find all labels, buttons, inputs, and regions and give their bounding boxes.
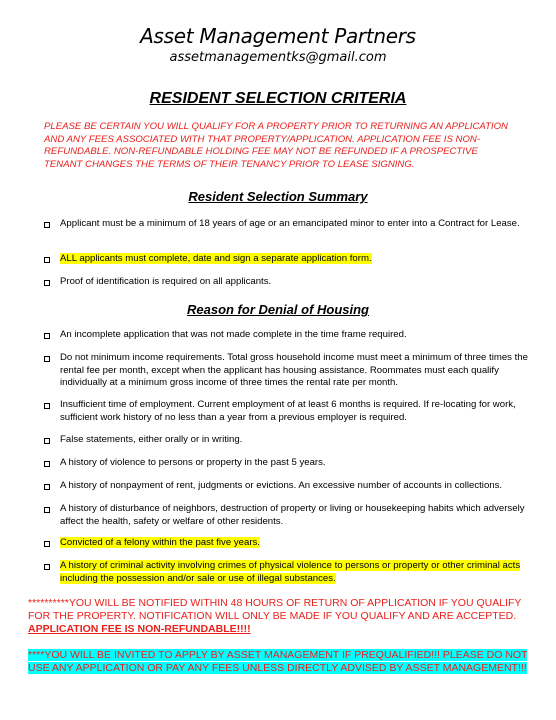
list-item xyxy=(44,537,534,550)
list-item-text: A history of disturbance of neighbors, destruction of property or living or housekeeping habits which adversely affect the health, safety or welfare of other residents. xyxy=(60,503,525,527)
list-item xyxy=(44,434,534,447)
bullet-icon xyxy=(44,484,50,490)
invitation-text: ****YOU WILL BE INVITED TO APPLY BY ASSET MANAGEMENT IF PREQUALIFIED!!! PLEASE DO NOT USE ANY APPLICATION OR PAY ANY FEES UNLESS DIRECTLY ADVISED BY ASSET MANAGEMENT!!! xyxy=(28,649,528,674)
list-item-text xyxy=(60,253,530,266)
list-item-text: An incomplete application that was not made complete in the time frame required. xyxy=(60,329,407,340)
list-item-text: Insufficient time of employment. Current employment of at least 6 months is required. If re-locating for work, sufficient work history of no less than a year from a previous employer is required. xyxy=(60,399,516,423)
page-title: RESIDENT SELECTION CRITERIA xyxy=(149,90,407,107)
notification-notice xyxy=(28,597,528,635)
list-item xyxy=(44,399,534,424)
warning-paragraph: PLEASE BE CERTAIN YOU WILL QUALIFY FOR A PROPERTY PRIOR TO RETURNING AN APPLICATION AND ANY FEES ASSOCIATED WITH THAT PROPERTY/APPLICATION. APPLICATION FEE IS NON-REFUNDABLE. NON-REFUNDABLE HOLDING FEE MAY NOT BE REFUNDED IF A PROSPECTIVE TENANT CHANGES THE TERMS OF THEIR TENANCY PRIOR TO LEASE SIGNING. xyxy=(44,121,508,170)
company-name: Asset Management Partners xyxy=(140,24,416,48)
highlighted-text: Convicted of a felony within the past five years. xyxy=(60,537,260,548)
bullet-icon xyxy=(44,564,50,570)
bullet-icon xyxy=(44,333,50,339)
list-item-text: Applicant must be a minimum of 18 years of age or an emancipated minor to enter into a Contract for Lease. xyxy=(60,218,520,229)
bullet-icon xyxy=(44,507,50,513)
bullet-icon xyxy=(44,403,50,409)
company-email: assetmanagementks@gmail.com xyxy=(169,50,387,65)
list-item xyxy=(44,253,534,266)
summary-heading: Resident Selection Summary xyxy=(188,189,368,204)
list-item-text: Do not minimum income requirements. Total gross household income must meet a minimum of three times the rental fee per month, except when the applicant has housing assistance. Roommates must each qualify individually at a minimum gross income of three times the rental rate per month. xyxy=(60,352,528,388)
list-item xyxy=(44,480,534,493)
fee-warning: APPLICATION FEE IS NON-REFUNDABLE!!!! xyxy=(28,622,251,635)
list-item xyxy=(44,218,534,231)
list-item xyxy=(44,503,534,528)
list-item xyxy=(44,560,534,585)
list-item xyxy=(44,329,534,342)
bullet-icon xyxy=(44,280,50,286)
list-item xyxy=(44,276,534,289)
bullet-icon xyxy=(44,438,50,444)
list-item-text: False statements, either orally or in writing. xyxy=(60,434,243,445)
bullet-icon xyxy=(44,222,50,228)
bullet-icon xyxy=(44,257,50,263)
bullet-icon xyxy=(44,541,50,547)
highlighted-text: A history of criminal activity involving crimes of physical violence to persons or property or other criminal acts including the possession and/or sale or use of illegal substances. xyxy=(60,560,521,584)
list-item-text xyxy=(60,560,530,585)
highlighted-text: ALL applicants must complete, date and sign a separate application form. xyxy=(60,253,372,264)
invitation-notice xyxy=(28,649,528,675)
denial-heading: Reason for Denial of Housing xyxy=(186,302,369,317)
list-item-text: A history of violence to persons or property in the past 5 years. xyxy=(60,457,326,468)
list-item-text xyxy=(60,537,530,550)
list-item xyxy=(44,352,534,390)
list-item-text: Proof of identification is required on all applicants. xyxy=(60,276,272,287)
list-item xyxy=(44,457,534,470)
notification-text: **********YOU WILL BE NOTIFIED WITHIN 48 HOURS OF RETURN OF APPLICATION IF YOU QUALIFY FOR THE PROPERTY. NOTIFICATION WILL ONLY BE MADE IF YOU QUALIFY AND ARE ACCEPTED. xyxy=(28,597,522,622)
list-item-text: A history of nonpayment of rent, judgments or evictions. An excessive number of accounts in collections. xyxy=(60,480,503,491)
bullet-icon xyxy=(44,461,50,467)
bullet-icon xyxy=(44,356,50,362)
